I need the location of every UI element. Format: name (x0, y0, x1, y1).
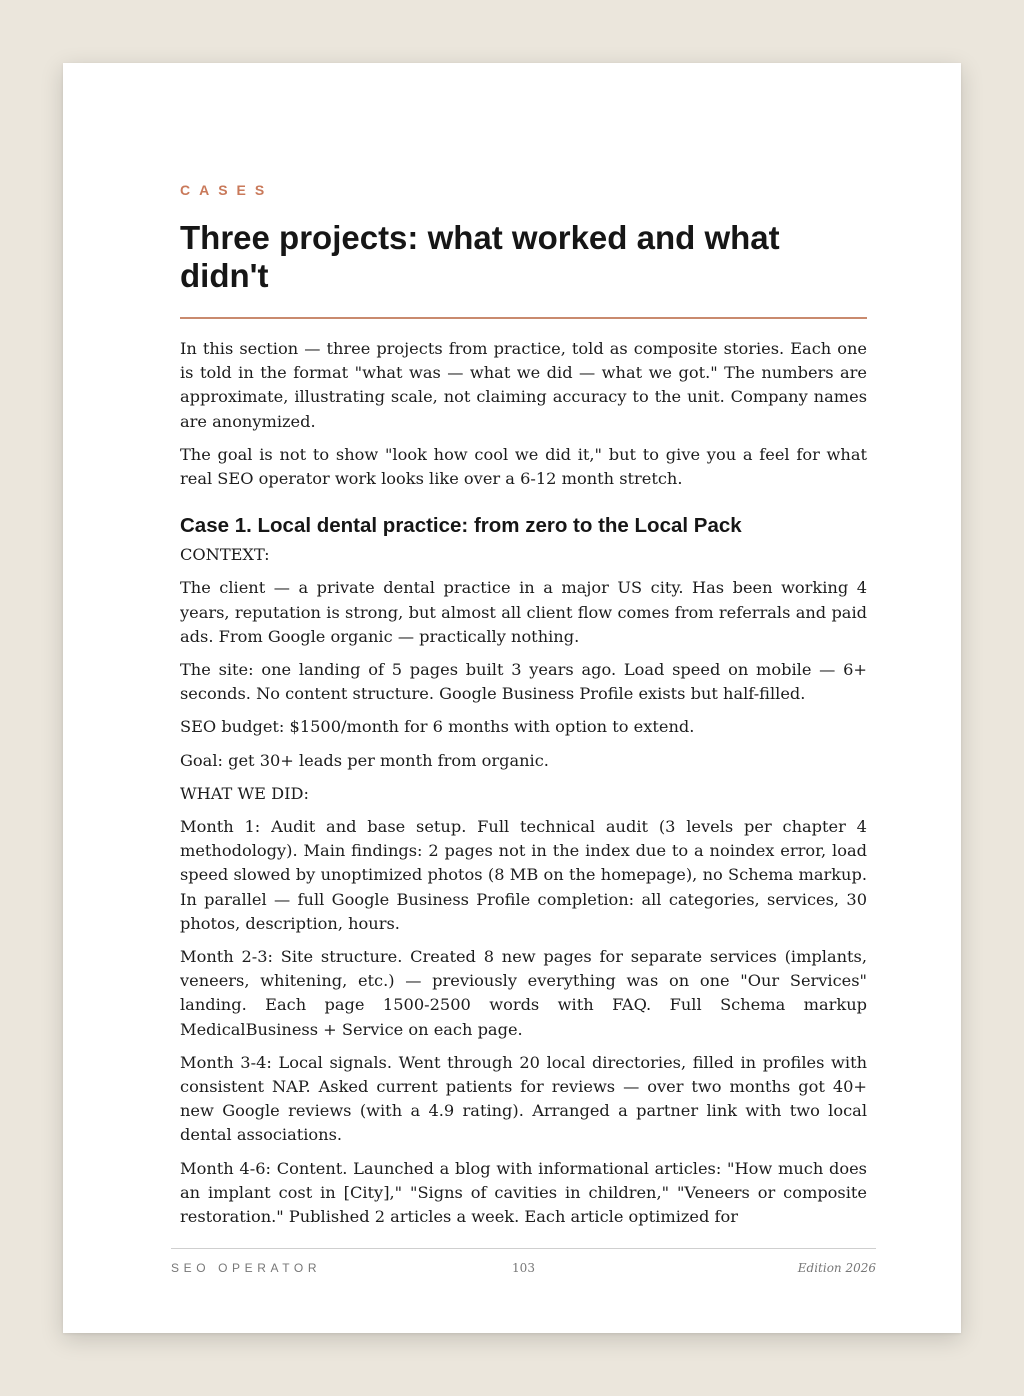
intro-paragraph: The goal is not to show "look how cool we did it," but to give you a feel for what real SEO operator work looks like over a 6-12 month stretch. (180, 444, 867, 489)
case-context-label: CONTEXT: (180, 545, 270, 565)
case-paragraph: Month 3-4: Local signals. Went through 20 local directories, filled in profiles with consistent NAP. Asked current patients for reviews — over two months got 40+ new Google reviews (with a 4.9 rating). Arranged a partner link with two local dental associations. (180, 1052, 867, 1145)
intro-paragraph: In this section — three projects from practice, told as composite stories. Each one is told in the format "what was — what we did — what we got." The numbers are approximate, illustrating scale, not claiming accuracy to the unit. Company names are anonymized. (180, 339, 867, 431)
case-paragraph: Month 4-6: Content. Launched a blog with informational articles: "How much does an implant cost in [City]," "Signs of cavities in children," "Veneers or composite restoration." Published 2 articles a week. Each article optimized for (180, 1158, 867, 1227)
page-content (180, 182, 867, 1228)
footer-book-title: SEO OPERATOR (171, 1261, 322, 1275)
case-paragraph: Goal: get 30+ leads per month from organic. (180, 750, 549, 770)
page-number: 103 (512, 1261, 535, 1275)
page-title: Three projects: what worked and what didn't (180, 219, 780, 294)
case-paragraph: SEO budget: $1500/month for 6 months with option to extend. (180, 717, 695, 737)
case-paragraph: The client — a private dental practice in a major US city. Has been working 4 years, reputation is strong, but almost all client flow comes from referrals and paid ads. From Google organic — practically nothing. (180, 578, 867, 646)
footer-edition: Edition 2026 (797, 1261, 876, 1275)
case-paragraph: Month 1: Audit and base setup. Full technical audit (3 levels per chapter 4 methodology). Main findings: 2 pages not in the index due to a noindex error, load speed slowed by unoptimized photos (8 MB on the homepage), no Schema markup. In parallel — full Google Business Profile completion: all categories, services, 30 photos, description, hours. (180, 817, 867, 933)
case-what-we-did-label: WHAT WE DID: (180, 783, 309, 803)
document-page (63, 63, 961, 1333)
page-footer (171, 1248, 876, 1279)
section-label: CASES (180, 182, 274, 198)
case-heading: Case 1. Local dental practice: from zero to the Local Pack (180, 514, 742, 538)
case-paragraph: Month 2-3: Site structure. Created 8 new pages for separate services (implants, veneers, whitening, etc.) — previously everything was on one "Our Services" landing. Each page 1500-2500 words with FAQ. Full Schema markup MedicalBusiness + Service on each page. (180, 947, 867, 1039)
title-divider (180, 317, 867, 319)
case-paragraph: The site: one landing of 5 pages built 3 years ago. Load speed on mobile — 6+ seconds. No content structure. Google Business Profile exists but half-filled. (180, 660, 867, 704)
